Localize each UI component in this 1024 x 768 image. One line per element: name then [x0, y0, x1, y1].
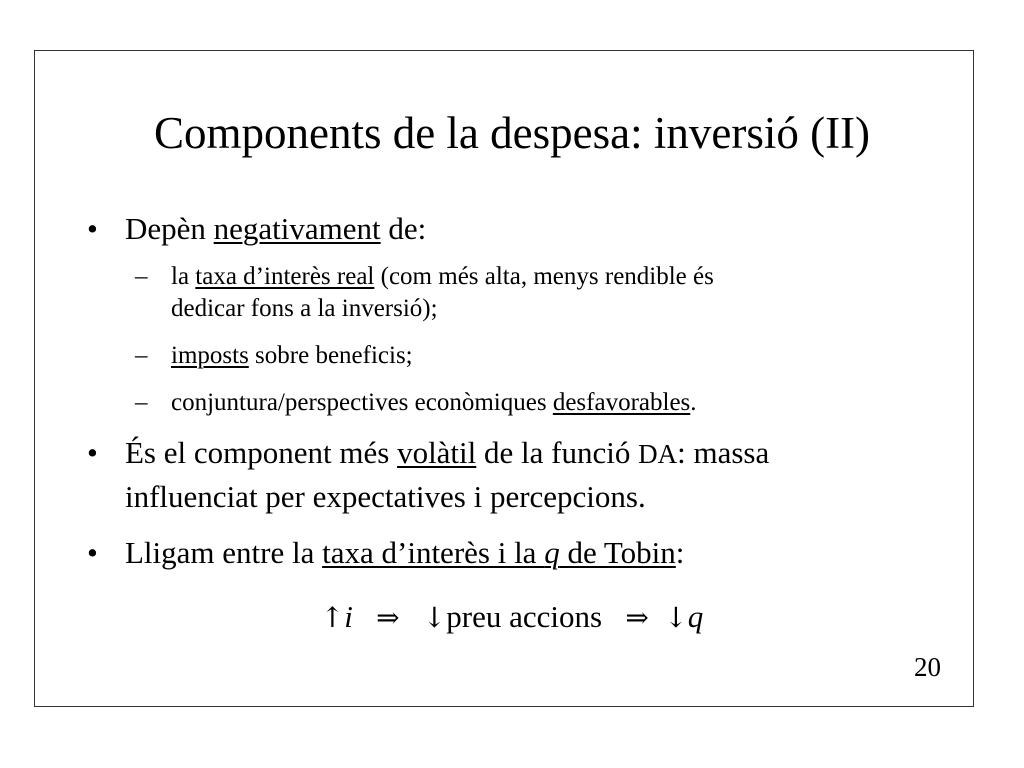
- dash-marker: –: [135, 263, 148, 290]
- underlined-term-negativament: negativament: [213, 211, 381, 246]
- bullet-text: És el component més: [125, 435, 398, 470]
- sub-bullet-taxa-line2: dedicar fons a la inversió);: [171, 295, 438, 322]
- bullet-text: :: [675, 535, 685, 570]
- sub-bullet-text: conjuntura/perspectives econòmiques: [171, 389, 553, 416]
- sub-bullet-text: sobre beneficis;: [248, 342, 413, 369]
- bullet-marker: •: [87, 435, 98, 470]
- underlined-term-imposts: imposts: [171, 342, 249, 369]
- bullet-marker: •: [87, 535, 98, 570]
- variable-q: q: [687, 599, 704, 634]
- bullet-item-depen: [87, 210, 427, 248]
- bullet-text: de la funció: [476, 435, 639, 470]
- bullet-item-volatil: [87, 434, 770, 473]
- underlined-term-taxa-interes: taxa d’interès i la: [322, 535, 545, 570]
- sub-bullet-taxa: [135, 261, 714, 292]
- sub-bullet-imposts: [135, 340, 413, 371]
- formula-line: [0, 597, 1024, 638]
- page-number: 20: [914, 652, 941, 682]
- bullet-text: Depèn: [125, 211, 214, 246]
- sub-bullet-text: la: [171, 263, 196, 290]
- bullet-text: de:: [380, 211, 427, 246]
- sub-bullet-text: (com més alta, menys rendible és: [374, 263, 714, 290]
- sub-bullet-text: .: [690, 389, 697, 416]
- variable-i: i: [344, 599, 353, 634]
- implies-icon: ⇒: [625, 601, 649, 634]
- bullet-text: : massa: [677, 435, 770, 470]
- underlined-term-de-tobin: de Tobin: [559, 535, 676, 570]
- down-arrow-icon: ↓: [422, 601, 447, 634]
- variable-q: q: [544, 535, 560, 570]
- sub-bullet-conjuntura: [135, 387, 697, 418]
- bullet-text: Lligam entre la: [125, 535, 323, 570]
- implies-icon: ⇒: [376, 601, 400, 634]
- dash-marker: –: [135, 342, 148, 369]
- slide-title: Components de la despesa: inversió (II): [153, 108, 871, 158]
- down-arrow-icon: ↓: [664, 601, 688, 634]
- abbreviation-da: DA: [638, 439, 678, 469]
- up-arrow-icon: ↑: [320, 601, 345, 634]
- bullet-marker: •: [87, 211, 98, 246]
- underlined-term-volatil: volàtil: [397, 435, 477, 470]
- underlined-term-desfavorables: desfavorables: [552, 389, 691, 416]
- underlined-term-taxa-interes-real: taxa d’interès real: [195, 263, 375, 290]
- bullet-item-lligam: [87, 534, 685, 572]
- bullet-item-volatil-line2: influenciat per expectatives i percepcions.: [125, 479, 646, 514]
- formula-text: preu accions: [446, 599, 603, 634]
- dash-marker: –: [135, 389, 148, 416]
